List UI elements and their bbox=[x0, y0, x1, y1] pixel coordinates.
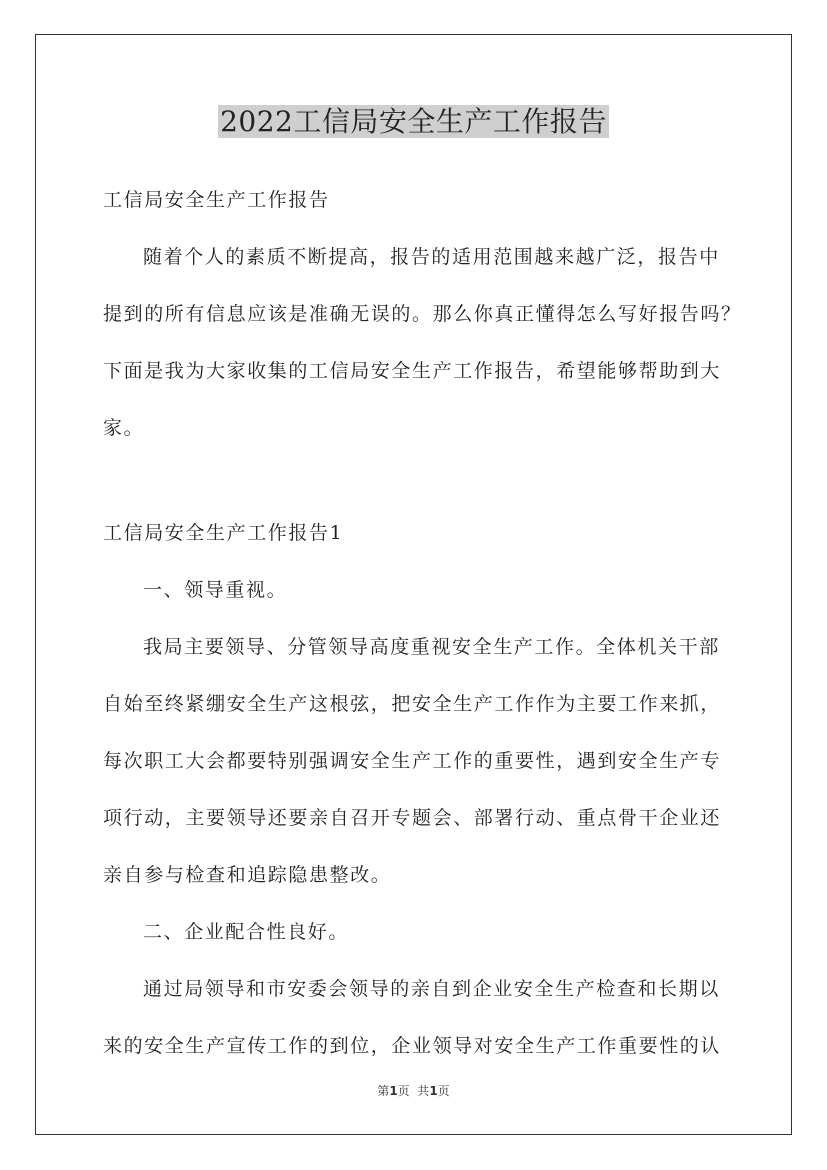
point-one-line-1: 我局主要领导、分管领导高度重视安全生产工作。全体机关干部 bbox=[143, 636, 720, 658]
intro-line-4: 家。 bbox=[103, 417, 145, 439]
point-two-line-1: 通过局领导和市安委会领导的亲自到企业安全生产检查和长期以 bbox=[143, 978, 720, 1000]
page-footer bbox=[0, 1082, 827, 1099]
point-one-line-3: 每次职工大会都要特别强调安全生产工作的重要性，遇到安全生产专 bbox=[103, 750, 722, 772]
point-two-line-2: 来的安全生产宣传工作的到位，企业领导对安全生产工作重要性的认 bbox=[103, 1035, 722, 1057]
intro-line-3: 下面是我为大家收集的工信局安全生产工作报告，希望能够帮助到大 bbox=[103, 360, 722, 382]
document-title-text: 2022工信局安全生产工作报告 bbox=[220, 105, 607, 138]
section-heading: 工信局安全生产工作报告1 bbox=[103, 522, 344, 544]
intro-line-1: 随着个人的素质不断提高，报告的适用范围越来越广泛，报告中 bbox=[143, 246, 720, 268]
point-two-heading: 二、企业配合性良好。 bbox=[143, 921, 350, 943]
point-one-line-5: 亲自参与检查和追踪隐患整改。 bbox=[103, 864, 392, 886]
point-one-line-4: 项行动，主要领导还要亲自召开专题会、部署行动、重点骨干企业还 bbox=[103, 807, 722, 829]
footer-prefix: 第 bbox=[377, 1084, 390, 1098]
footer-mid: 页 共 bbox=[397, 1084, 430, 1098]
footer-suffix: 页 bbox=[437, 1084, 450, 1098]
footer-total-pages: 1 bbox=[429, 1084, 438, 1098]
point-one-line-2: 自始至终紧绷安全生产这根弦，把安全生产工作作为主要工作来抓， bbox=[103, 693, 722, 715]
intro-line-2: 提到的所有信息应该是准确无误的。那么你真正懂得怎么写好报告吗？ bbox=[103, 303, 742, 325]
paragraph-gap bbox=[103, 457, 728, 505]
document-title bbox=[0, 100, 827, 144]
footer-page-number: 1 bbox=[389, 1084, 398, 1098]
point-one-heading: 一、领导重视。 bbox=[143, 579, 288, 601]
subtitle: 工信局安全生产工作报告 bbox=[103, 189, 330, 211]
document-body bbox=[103, 172, 742, 1075]
